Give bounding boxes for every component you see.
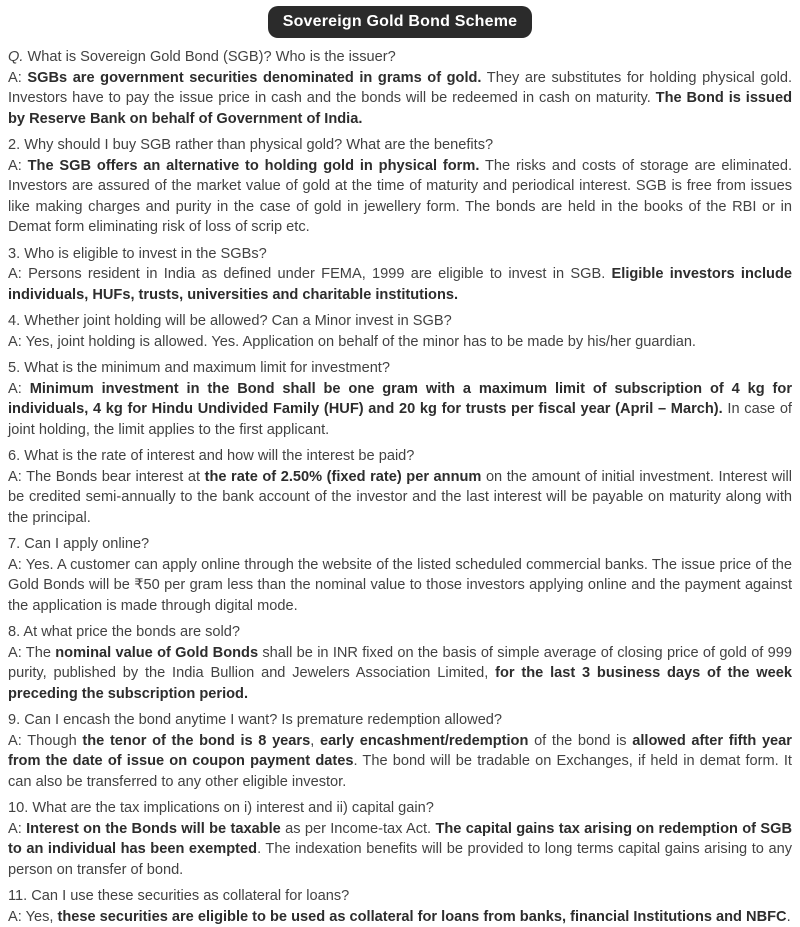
faq-answer: A: The nominal value of Gold Bonds shall be in INR fixed on the basis of simple average of closing price of gold of 999 purity, published by the India Bullion and Jewelers Association Limited, for the last 3 business days of the week preceding the subscription period. <box>8 643 792 705</box>
faq-question: 3. Who is eligible to invest in the SGBs? <box>8 244 792 265</box>
faq-answer: A: Persons resident in India as defined under FEMA, 1999 are eligible to invest in SGB. Eligible investors include individuals, HUFs, trusts, universities and charitable institutions. <box>8 264 792 305</box>
faq-answer: A: Yes, joint holding is allowed. Yes. Application on behalf of the minor has to be made by his/her guardian. <box>8 332 792 353</box>
faq-item <box>8 358 792 440</box>
faq-answer: A: Interest on the Bonds will be taxable as per Income-tax Act. The capital gains tax arising on redemption of SGB to an individual has been exempted. The indexation benefits will be provided to long terms capital gains arising to any person on transfer of bond. <box>8 819 792 881</box>
faq-question: 11. Can I use these securities as collateral for loans? <box>8 886 792 907</box>
faq-answer: A: The Bonds bear interest at the rate of 2.50% (fixed rate) per annum on the amount of initial investment. Interest will be credited semi-annually to the bank account of the investor and the last interest will be payable on maturity along with the principal. <box>8 467 792 529</box>
faq-answer: A: Though the tenor of the bond is 8 years, early encashment/redemption of the bond is allowed after fifth year from the date of issue on coupon payment dates. The bond will be tradable on Exchanges, if held in demat form. It can also be transferred to any other eligible investor. <box>8 731 792 793</box>
faq-item <box>8 446 792 528</box>
faq-item <box>8 311 792 352</box>
faq-answer: A: SGBs are government securities denominated in grams of gold. They are substitutes for holding physical gold. Investors have to pay the issue price in cash and the bonds will be redeemed in cash on maturity. The Bond is issued by Reserve Bank on behalf of Government of India. <box>8 68 792 130</box>
faq-question: 5. What is the minimum and maximum limit for investment? <box>8 358 792 379</box>
faq-item <box>8 622 792 704</box>
page-header <box>8 6 792 38</box>
faq-item <box>8 47 792 129</box>
faq-item <box>8 244 792 306</box>
faq-item <box>8 534 792 616</box>
faq-answer: A: Yes, these securities are eligible to be used as collateral for loans from banks, financial Institutions and NBFC. <box>8 907 792 927</box>
faq-question: 4. Whether joint holding will be allowed? Can a Minor invest in SGB? <box>8 311 792 332</box>
faq-question: 6. What is the rate of interest and how will the interest be paid? <box>8 446 792 467</box>
faq-item <box>8 798 792 880</box>
faq-item <box>8 135 792 238</box>
faq-question: 10. What are the tax implications on i) interest and ii) capital gain? <box>8 798 792 819</box>
faq-answer: A: The SGB offers an alternative to holding gold in physical form. The risks and costs of storage are eliminated. Investors are assured of the market value of gold at the time of maturity and periodical interest. SGB is free from issues like making charges and purity in the case of gold in jewellery form. The bonds are held in the books of the RBI or in Demat form eliminating risk of loss of scrip etc. <box>8 156 792 238</box>
faq-question: 9. Can I encash the bond anytime I want? Is premature redemption allowed? <box>8 710 792 731</box>
page-title: Sovereign Gold Bond Scheme <box>268 6 533 38</box>
faq-answer: A: Minimum investment in the Bond shall be one gram with a maximum limit of subscription of 4 kg for individuals, 4 kg for Hindu Undivided Family (HUF) and 20 kg for trusts per fiscal year (April – March). In case of joint holding, the limit applies to the first applicant. <box>8 379 792 441</box>
faq-item <box>8 710 792 792</box>
faq-question: 2. Why should I buy SGB rather than physical gold? What are the benefits? <box>8 135 792 156</box>
faq-question: Q. What is Sovereign Gold Bond (SGB)? Who is the issuer? <box>8 47 792 68</box>
faq-question: 8. At what price the bonds are sold? <box>8 622 792 643</box>
faq-item <box>8 886 792 927</box>
faq-question: 7. Can I apply online? <box>8 534 792 555</box>
faq-answer: A: Yes. A customer can apply online through the website of the listed scheduled commercial banks. The issue price of the Gold Bonds will be ₹50 per gram less than the nominal value to those investors applying online and the payment against the application is made through digital mode. <box>8 555 792 617</box>
